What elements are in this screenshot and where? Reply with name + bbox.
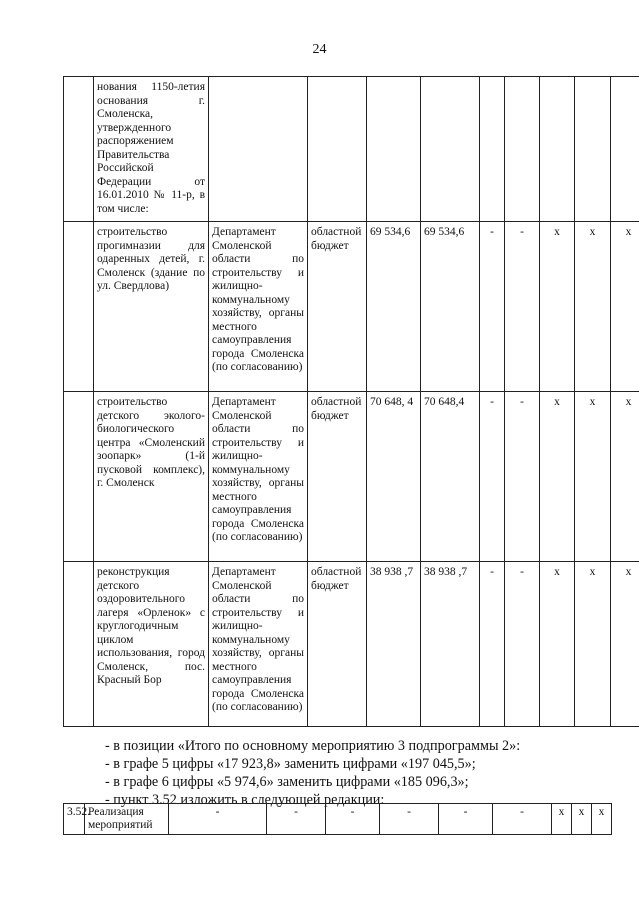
cell-value: - (493, 804, 552, 835)
year-2-amount: - (480, 222, 505, 392)
activity-name: строительство прогимназии для одаренных детей, г. Смоленск (здание по ул. Свердлова) (94, 222, 209, 392)
item-3-52-table (63, 803, 612, 835)
executor-cell (209, 77, 308, 222)
activity-name: реконструкция детского оздоровительного лагеря «Орленок» с круглогодичным циклом использования, город Смоленск, пос. Красный Бор (94, 562, 209, 727)
item-name: Реализация мероприятий (85, 804, 169, 835)
row-number-cell (64, 77, 94, 222)
cell-value: х (592, 804, 612, 835)
indicator-cell (540, 77, 575, 222)
year-2-amount: - (480, 392, 505, 562)
funding-source: областной бюджет (308, 222, 367, 392)
year-1-amount: 70 648,4 (421, 392, 480, 562)
item-number: 3.52. (64, 804, 85, 835)
activity-name: строительство детского эколого-биологического центра «Смоленский зоопарк» (1-й пусковой комплекс), г. Смоленск (94, 392, 209, 562)
indicator-cell (611, 77, 639, 222)
year-1-amount: 69 534,6 (421, 222, 480, 392)
page-number: 24 (312, 42, 327, 57)
total-amount: 69 534,6 (367, 222, 421, 392)
executor-cell: Департамент Смоленской области по строительству и жилищно-коммунальному хозяйству, органы местного самоуправления города Смоленска (по согласованию) (209, 392, 308, 562)
table-row (64, 392, 639, 562)
row-number-cell (64, 562, 94, 727)
total-amount: 38 938 ,7 (367, 562, 421, 727)
instructions-block (105, 737, 625, 809)
funding-source: областной бюджет (308, 562, 367, 727)
instruction-line: - пункт 3.52 изложить в следующей редакции: (105, 792, 385, 808)
row-number-cell (64, 392, 94, 562)
year-3-amount (505, 77, 540, 222)
cell-value: - (169, 804, 267, 835)
indicator-cell: х (575, 562, 611, 727)
table-row (64, 222, 639, 392)
executor-cell: Департамент Смоленской области по строительству и жилищно-коммунальному хозяйству, органы местного самоуправления города Смоленска (по согласованию) (209, 222, 308, 392)
indicator-cell: х (611, 392, 639, 562)
total-amount: 70 648, 4 (367, 392, 421, 562)
year-1-amount: 38 938 ,7 (421, 562, 480, 727)
instruction-line: - в графе 6 цифры «5 974,6» заменить цифрами «185 096,3»; (105, 774, 469, 790)
row-number-cell (64, 222, 94, 392)
funding-source (308, 77, 367, 222)
cell-value: - (267, 804, 326, 835)
cell-value: - (439, 804, 493, 835)
budget-table (63, 76, 639, 727)
indicator-cell: х (575, 222, 611, 392)
cell-value: х (552, 804, 572, 835)
year-2-amount: - (480, 562, 505, 727)
year-3-amount: - (505, 222, 540, 392)
indicator-cell (575, 77, 611, 222)
cell-value: - (326, 804, 380, 835)
year-3-amount: - (505, 562, 540, 727)
table-row (64, 77, 639, 222)
year-2-amount (480, 77, 505, 222)
executor-cell: Департамент Смоленской области по строительству и жилищно-коммунальному хозяйству, органы местного самоуправления города Смоленска (по согласованию) (209, 562, 308, 727)
activity-name: нования 1150-летия основания г. Смоленска, утвержденного распоряжением Правительства Российской Федерации от 16.01.2010 № 11-р, в том числе: (94, 77, 209, 222)
total-amount (367, 77, 421, 222)
table-row (64, 804, 612, 835)
year-3-amount: - (505, 392, 540, 562)
indicator-cell: х (540, 392, 575, 562)
indicator-cell: х (540, 562, 575, 727)
indicator-cell: х (540, 222, 575, 392)
cell-value: х (572, 804, 592, 835)
indicator-cell: х (611, 222, 639, 392)
cell-value: - (380, 804, 439, 835)
instruction-line: - в позиции «Итого по основному мероприятию 3 подпрограммы 2»: (105, 738, 521, 754)
indicator-cell: х (575, 392, 611, 562)
instruction-line: - в графе 5 цифры «17 923,8» заменить цифрами «197 045,5»; (105, 756, 476, 772)
funding-source: областной бюджет (308, 392, 367, 562)
year-1-amount (421, 77, 480, 222)
table-row (64, 562, 639, 727)
indicator-cell: х (611, 562, 639, 727)
